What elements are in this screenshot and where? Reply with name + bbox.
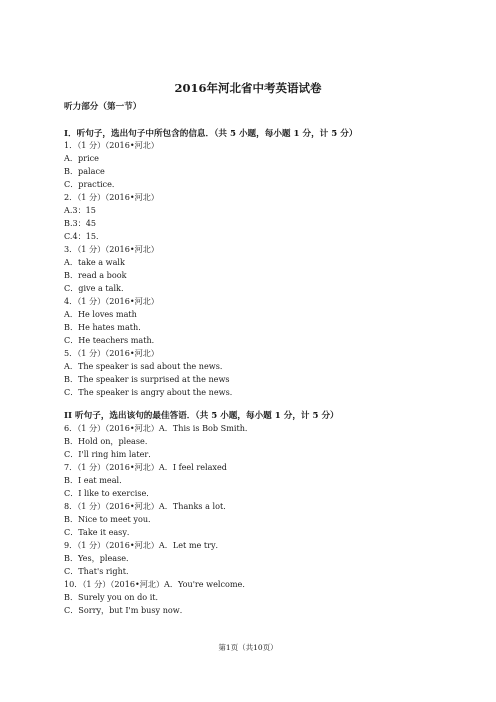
option-line: A．take a walk [64,257,125,267]
option-line: B．read a book [64,270,127,280]
section-1-heading: I．听句子，选出句子中所包含的信息．（共 5 小题，每小题 1 分，计 5 分） [64,129,358,139]
question-line: 9．（1 分）（2016•河北）A．Let me try． [64,540,224,550]
option-line: B．The speaker is surprised at the news [64,374,230,384]
option-line: B．Surely you on do it． [64,592,164,602]
part-label: 听力部分（第一节） [64,102,142,112]
option-line: A．price [64,153,99,163]
question-line: 6．（1 分）（2016•河北）A．This is Bob Smith． [64,423,254,433]
question-line: 5．（1 分）（2016•河北） [64,348,159,358]
option-line: C．I'll ring him later． [64,449,157,459]
question-line: 4．（1 分）（2016•河北） [64,296,159,306]
question-line: 10．（1 分）（2016•河北）A．You're welcome． [64,579,251,589]
question-line: 2．（1 分）（2016•河北） [64,192,159,202]
option-line: C．That's right． [64,566,135,576]
option-line: C．He teachers math． [64,335,160,345]
option-line: C．I like to exercise． [64,488,155,498]
option-line: A．The speaker is sad about the news． [64,361,228,371]
option-line: C．give a talk． [64,283,130,293]
option-line: B．Yes，please． [64,553,135,563]
option-line: C.4：15． [64,231,105,241]
option-line: A．He loves math [64,309,137,319]
option-line: B．I eat meal． [64,475,128,485]
option-line: B.3：45 [64,218,97,228]
question-line: 1．（1 分）（2016•河北） [64,140,159,150]
option-line: C．The speaker is angry about the news． [64,387,238,397]
option-line: B．Nice to meet you． [64,514,157,524]
question-line: 7．（1 分）（2016•河北）A．I feel relaxed [64,462,227,472]
page-footer: 第1页（共10页） [218,643,278,652]
option-line: B．Hold on，please． [64,436,153,446]
question-line: 3．（1 分）（2016•河北） [64,244,159,254]
option-line: C．Take it easy． [64,527,135,537]
option-line: C．Sorry，but I'm busy now． [64,605,188,615]
exam-title: 2016年河北省中考英语试卷 [174,81,322,95]
section-2-heading: II 听句子，选出该句的最佳答语．（共 5 小题，每小题 1 分，计 5 分） [64,411,339,421]
option-line: B．He hates math． [64,322,147,332]
option-line: C．practice． [64,179,120,189]
option-line: B．palace [64,166,105,176]
question-line: 8．（1 分）（2016•河北）A．Thanks a lot． [64,501,232,511]
option-line: A.3：15 [64,205,96,215]
